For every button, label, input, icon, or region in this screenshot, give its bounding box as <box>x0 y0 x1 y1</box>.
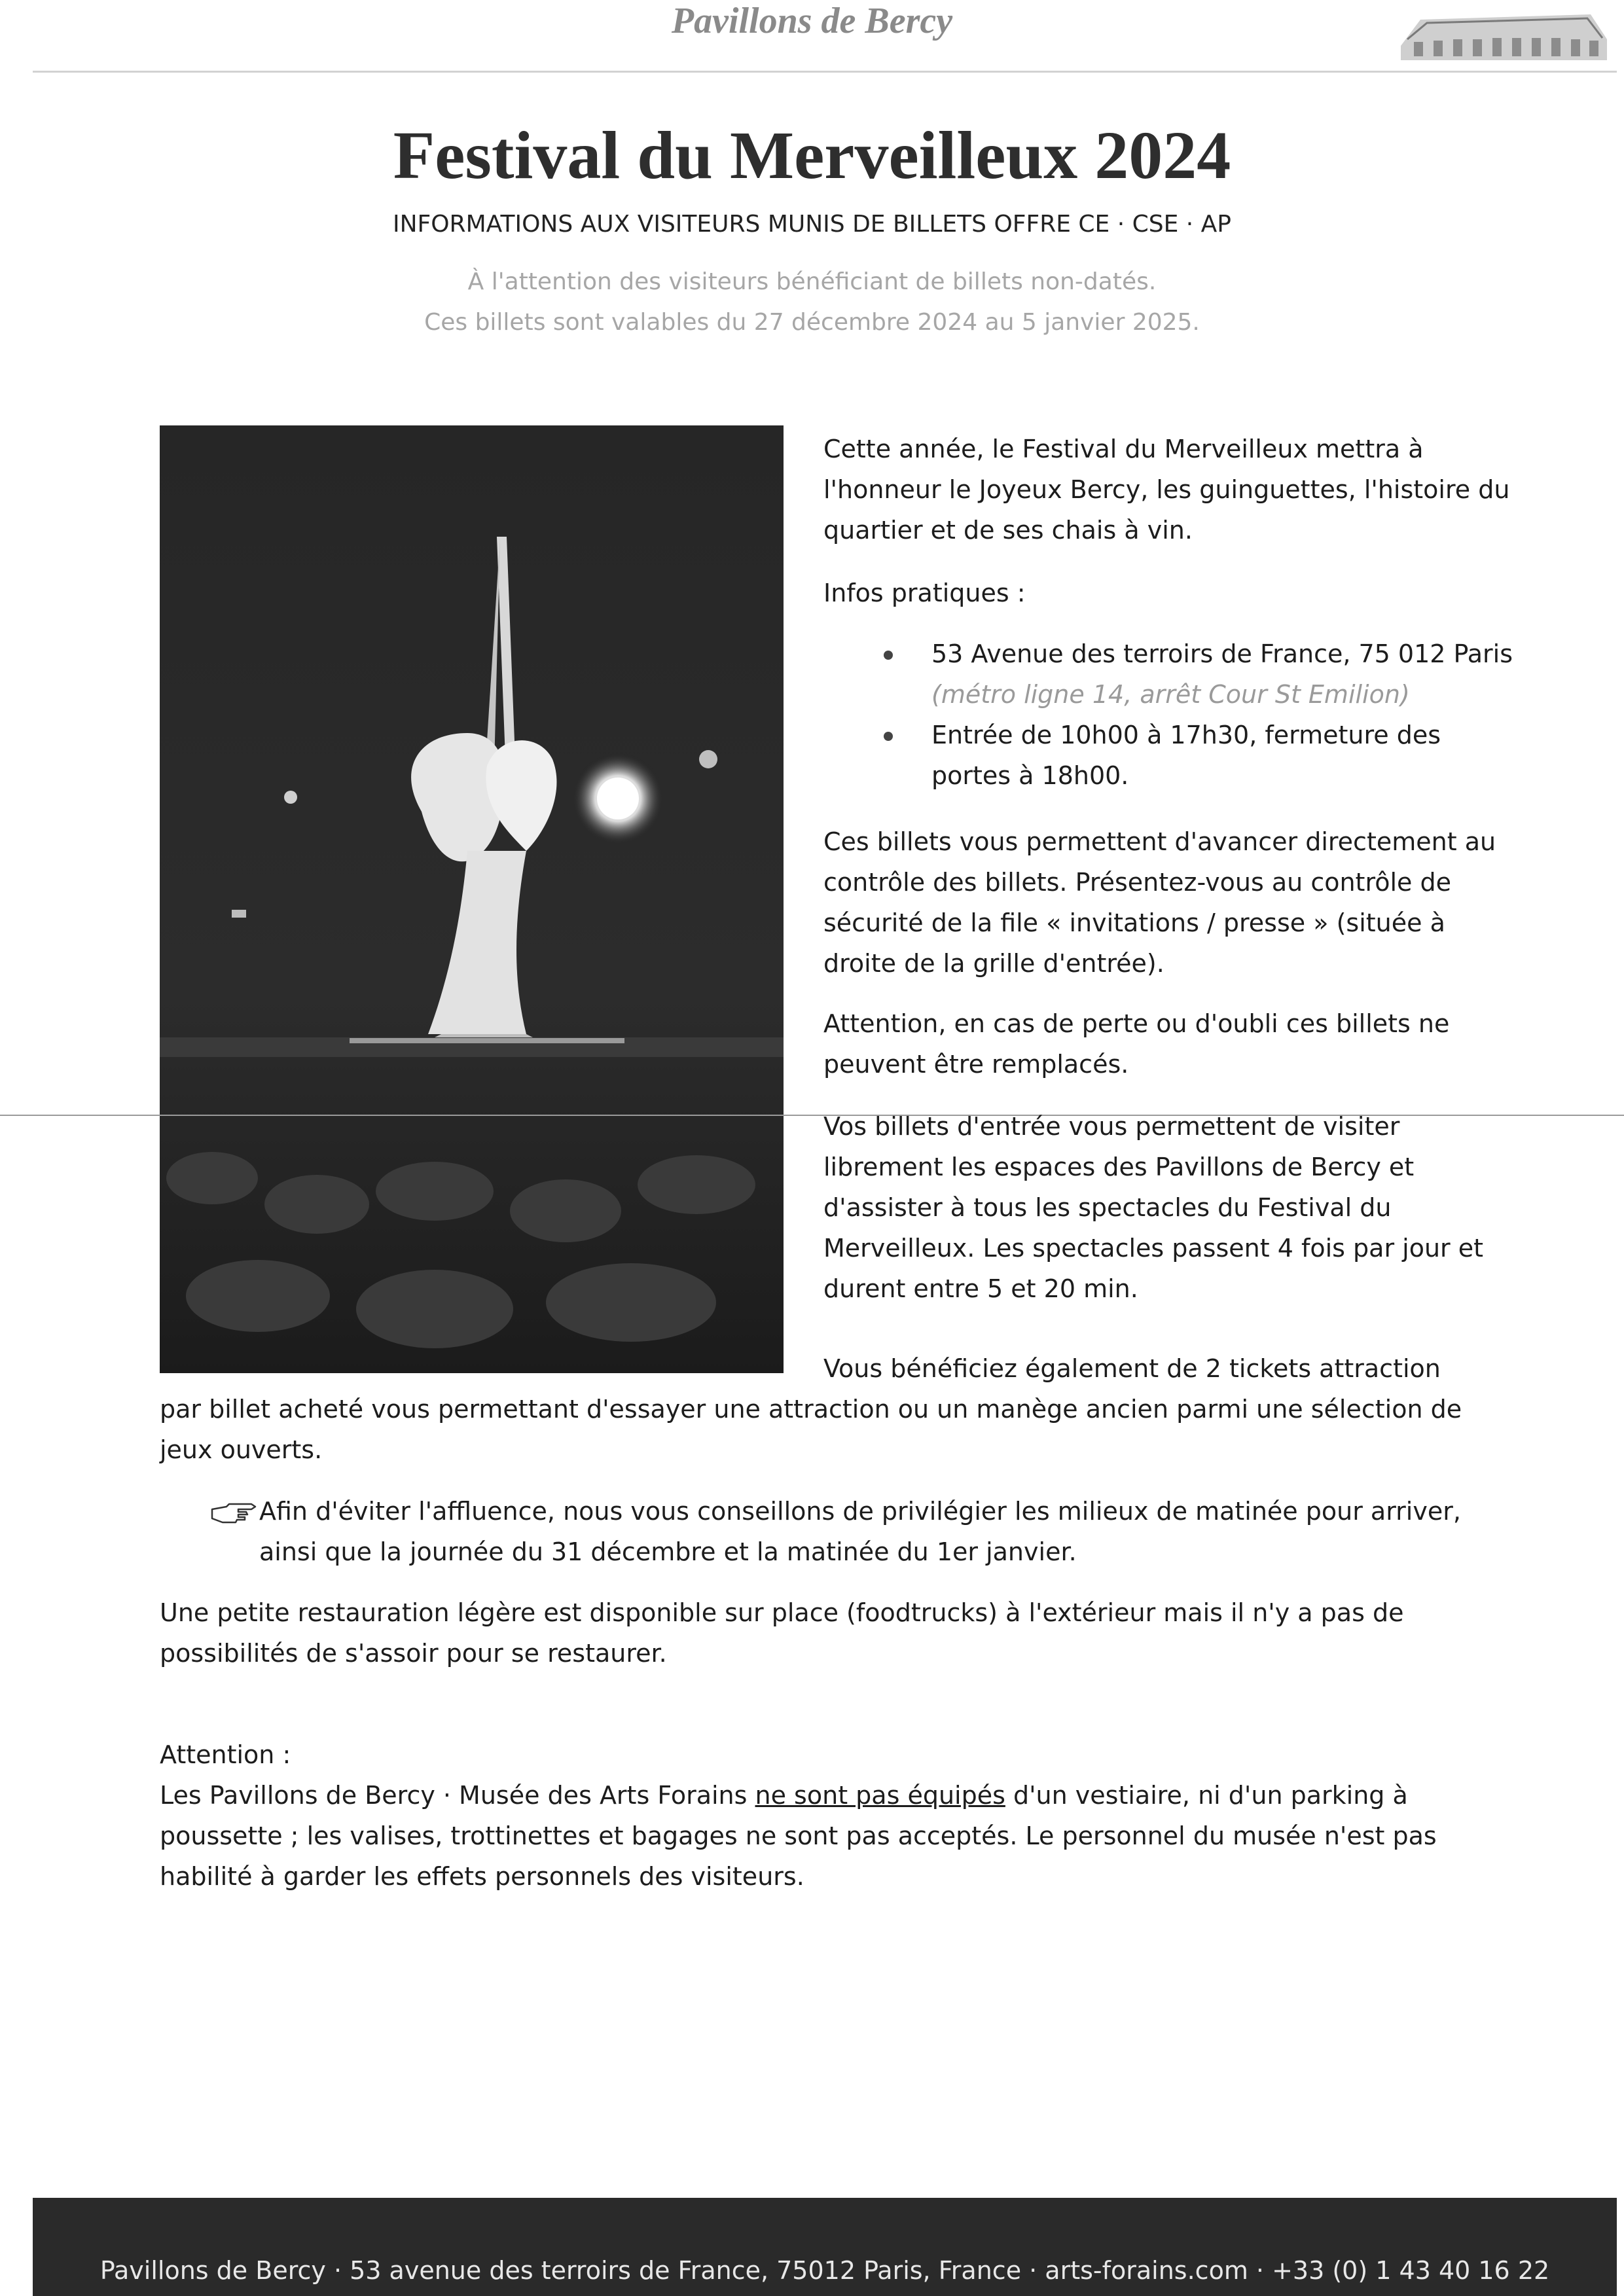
attention-underlined: ne sont pas équipés <box>755 1781 1005 1810</box>
aerial-performer-photo <box>160 425 784 1373</box>
page-subtitle: INFORMATIONS AUX VISITEURS MUNIS DE BILLETS OFFRE CE · CSE · AP <box>392 211 1232 238</box>
list-item <box>823 634 1517 715</box>
bullet-dot-icon <box>884 732 893 741</box>
lost-paragraph <box>823 1003 1517 1085</box>
hours-text: Entrée de 10h00 à 17h30, fermeture des portes à 18h00. <box>931 721 1441 790</box>
footer-contact: Pavillons de Bercy · 53 avenue des terroirs de France, 75012 Paris, France · arts-forains.com · +33 (0) 1 43 40 16 22 <box>99 2256 1550 2285</box>
footer-bar <box>33 2198 1617 2296</box>
building-facade-icon <box>1394 0 1610 65</box>
brand-header: Pavillons de Bercy <box>671 1 953 41</box>
food-text: Une petite restauration légère est disponible sur place (foodtrucks) à l'extérieur mais il n'y a pas de possibilités de s'assoir pour se restaurer. <box>160 1598 1404 1668</box>
bullet-dot-icon <box>884 651 893 660</box>
visit-text: Vos billets d'entrée vous permettent de visiter librement les espaces des Pavillons de Bercy et d'assister à tous les spectacles du Festival du Merveilleux. Les spectacles passent 4 fois par jour et durent entre 5 et 20 min. <box>823 1112 1484 1303</box>
list-item <box>823 715 1517 796</box>
tip-line-1: Afin d'éviter l'affluence, nous vous conseillons de privilégier les milieux de matinée pour arriver, <box>259 1497 1461 1526</box>
intro-paragraph <box>823 429 1517 550</box>
tip-line-2: ainsi que la journée du 31 décembre et la matinée du 1er janvier. <box>259 1537 1077 1566</box>
practical-info-list <box>823 634 1517 796</box>
visit-paragraph <box>823 1106 1517 1309</box>
access-text: Ces billets vous permettent d'avancer directement au contrôle des billets. Présentez-vous au contrôle de sécurité de la file « invitations / presse » (située à droite de la grille d'entrée). <box>823 827 1496 978</box>
header-divider <box>33 71 1617 73</box>
attention-text <box>160 1775 1489 1897</box>
food-paragraph <box>160 1592 1489 1674</box>
infos-label-block <box>823 573 1517 613</box>
tickets-paragraph <box>160 1348 1489 1470</box>
pointing-hand-icon <box>209 1498 259 1524</box>
ticket-validity-notice <box>0 262 1624 343</box>
address-note: (métro ligne 14, arrêt Cour St Emilion) <box>931 680 1410 709</box>
intro-text: Cette année, le Festival du Merveilleux mettra à l'honneur le Joyeux Bercy, les guinguettes, l'histoire du quartier et de ses chais à vin. <box>823 435 1510 545</box>
tickets-text: Vous bénéficiez également de 2 tickets attraction par billet acheté vous permettant d'essayer une attraction ou un manège ancien parmi une sélection de jeux ouverts. <box>160 1354 1462 1464</box>
attention-block <box>160 1734 1489 1897</box>
tip-block <box>209 1491 1512 1572</box>
attention-text-start: Les Pavillons de Bercy · Musée des Arts Forains <box>160 1781 755 1810</box>
notice-line-2: Ces billets sont valables du 27 décembre 2024 au 5 janvier 2025. <box>424 309 1200 336</box>
address-text: 53 Avenue des terroirs de France, 75 012 Paris <box>931 639 1513 668</box>
lost-text: Attention, en cas de perte ou d'oubli ces billets ne peuvent être remplacés. <box>823 1009 1450 1079</box>
tip-text <box>209 1491 1512 1572</box>
page-title: Festival du Merveilleux 2024 <box>393 118 1231 193</box>
infos-label: Infos pratiques : <box>823 579 1026 607</box>
attention-label: Attention : <box>160 1740 291 1769</box>
access-paragraph <box>823 821 1517 984</box>
notice-line-1: À l'attention des visiteurs bénéficiant de billets non-datés. <box>467 268 1157 295</box>
attention-text-end: d'un vestiaire, ni d'un parking à poussette ; les valises, trottinettes et bagages ne sont pas acceptés. Le personnel du musée n'est pas habilité à garder les effets personnels des visiteurs. <box>160 1781 1437 1891</box>
